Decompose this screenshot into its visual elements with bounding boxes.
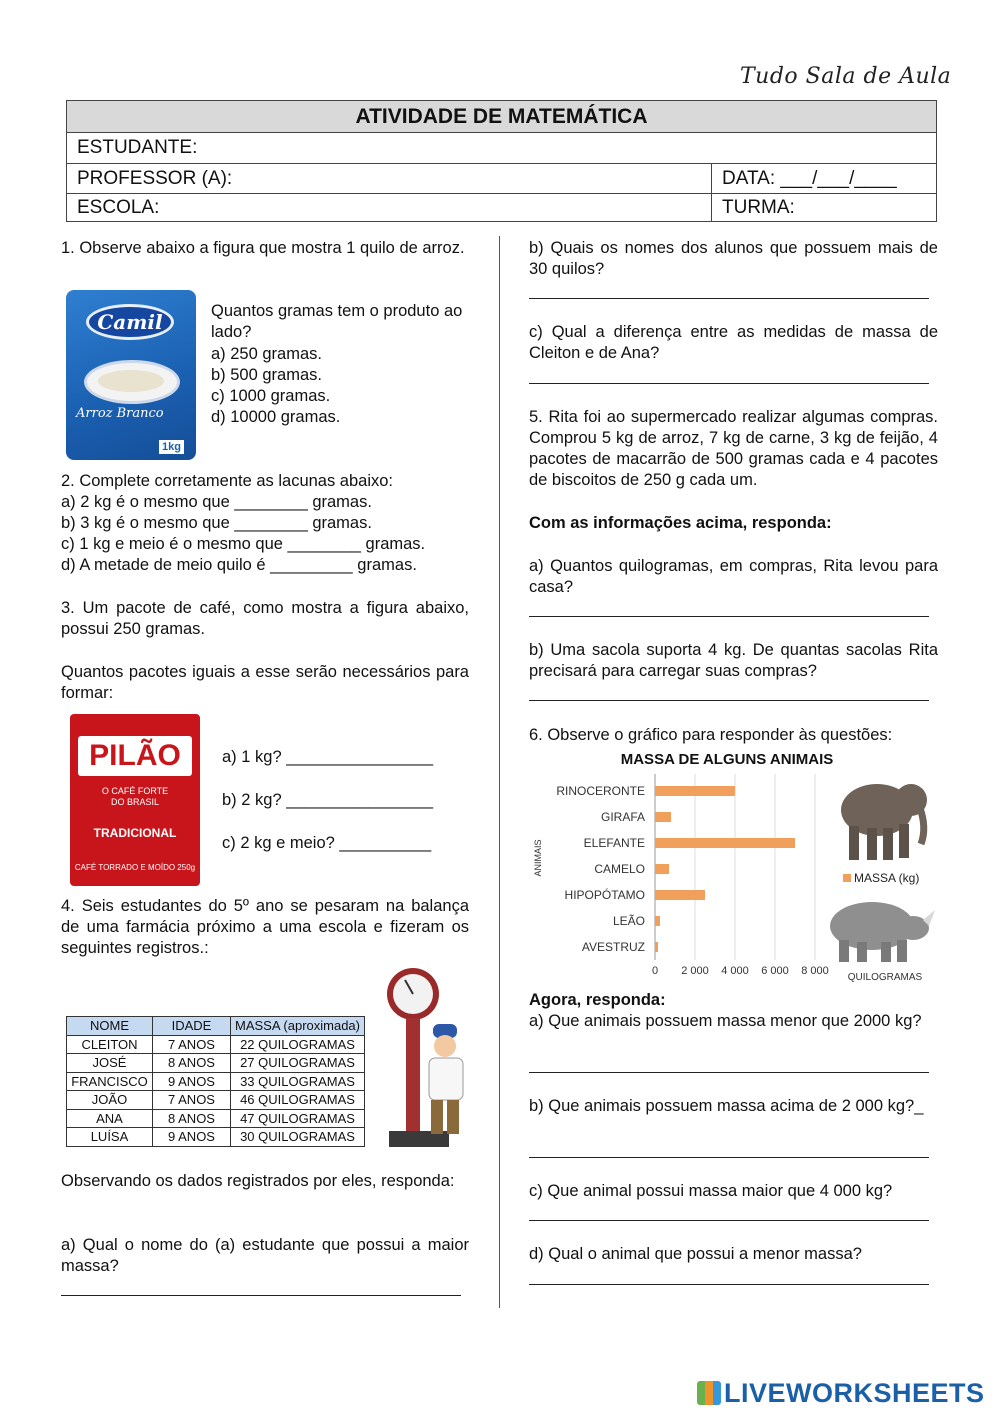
q4-a: a) Qual o nome do (a) estudante que possui a maior massa? <box>61 1236 469 1275</box>
coffee-weight: CAFÉ TORRADO E MOÍDO 250g <box>74 863 196 872</box>
scale-illustration <box>383 966 478 1156</box>
table-row <box>67 1091 365 1110</box>
cell: JOÃO <box>67 1091 153 1110</box>
th-massa: MASSA (aproximada) <box>231 1017 365 1036</box>
cell: JOSÉ <box>67 1054 153 1073</box>
q1-option-a[interactable]: a) 250 gramas. <box>211 345 322 363</box>
cell: CLEITON <box>67 1035 153 1054</box>
q3-question: Quantos pacotes iguais a esse serão necessários para formar: <box>61 663 469 702</box>
q6-b: b) Que animais possuem massa acima de 2 000 kg?_ <box>529 1097 924 1115</box>
q5-b: b) Uma sacola suporta 4 kg. De quantas sacolas Rita precisará para carregar suas compras? <box>529 641 938 680</box>
th-idade: IDADE <box>153 1017 231 1036</box>
bar-girafa <box>655 812 671 822</box>
coffee-package-image <box>70 714 200 886</box>
cell: LUÍSA <box>67 1128 153 1147</box>
chart-legend: MASSA (kg) <box>854 871 920 885</box>
cell: 8 ANOS <box>153 1054 231 1073</box>
q4-b: b) Quais os nomes dos alunos que possuem mais de 30 quilos? <box>529 239 938 278</box>
estudante-field[interactable]: ESTUDANTE: <box>77 137 198 158</box>
q2-item-b[interactable]: b) 3 kg é o mesmo que ________ gramas. <box>61 514 372 532</box>
q3-item-a[interactable]: a) 1 kg? ________________ <box>222 748 434 766</box>
th-nome: NOME <box>67 1017 153 1036</box>
x-tick-label: 2 000 <box>681 965 709 977</box>
coffee-sub2: DO BRASIL <box>110 797 159 807</box>
rice-logo: Camil <box>86 304 174 340</box>
column-divider <box>499 236 500 1308</box>
page-title: ATIVIDADE DE MATEMÁTICA <box>67 101 936 132</box>
answer-line-q6c[interactable] <box>529 1220 929 1221</box>
answer-line-q4c[interactable] <box>529 383 929 384</box>
table-row <box>67 1054 365 1073</box>
elephant-illustration <box>841 784 927 860</box>
q1-question: Quantos gramas tem o produto ao lado? <box>211 302 463 341</box>
q2-prompt: 2. Complete corretamente as lacunas abaixo: <box>61 472 394 490</box>
category-label: HIPOPÓTAMO <box>564 888 645 902</box>
q3-prompt: 3. Um pacote de café, como mostra a figura abaixo, possui 250 gramas. <box>61 599 469 638</box>
category-label: LEÃO <box>612 914 645 928</box>
bar-rinoceronte <box>655 786 735 796</box>
rice-label: Arroz Branco <box>76 406 164 421</box>
category-label: AVESTRUZ <box>581 940 645 954</box>
coffee-variant: TRADICIONAL <box>93 826 177 840</box>
table-row <box>67 1128 365 1147</box>
answer-line-q6d[interactable] <box>529 1284 929 1285</box>
answer-line-q4b[interactable] <box>529 298 929 299</box>
cell: 22 QUILOGRAMAS <box>231 1035 365 1054</box>
cell: 46 QUILOGRAMAS <box>231 1091 365 1110</box>
bar-camelo <box>655 864 669 874</box>
cell: FRANCISCO <box>67 1072 153 1091</box>
animal-mass-chart <box>527 748 937 984</box>
answer-line-q5a[interactable] <box>529 616 929 617</box>
coffee-brand: PILÃO <box>78 736 192 776</box>
table-row <box>67 1035 365 1054</box>
q5-a: a) Quantos quilogramas, em compras, Rita levou para casa? <box>529 557 938 596</box>
x-tick-label: 6 000 <box>761 965 789 977</box>
q1-prompt: 1. Observe abaixo a figura que mostra 1 quilo de arroz. <box>61 239 465 257</box>
q3-item-c[interactable]: c) 2 kg e meio? __________ <box>222 834 432 852</box>
cell: 7 ANOS <box>153 1091 231 1110</box>
q6-d: d) Qual o animal que possui a menor massa? <box>529 1245 862 1263</box>
category-label: CAMELO <box>594 862 645 876</box>
x-tick-label: 8 000 <box>801 965 829 977</box>
rice-package-image <box>66 290 196 460</box>
q2-item-c[interactable]: c) 1 kg e meio é o mesmo que ________ gramas. <box>61 535 426 553</box>
q6-prompt: 6. Observe o gráfico para responder às questões: <box>529 726 893 744</box>
q4-c: c) Qual a diferença entre as medidas de massa de Cleiton e de Ana? <box>529 323 938 362</box>
cell: 8 ANOS <box>153 1109 231 1128</box>
answer-line-q6b[interactable] <box>529 1157 929 1158</box>
answer-line-q6a[interactable] <box>529 1072 929 1073</box>
liveworksheets-icon <box>697 1381 721 1405</box>
answer-line-q4a[interactable] <box>61 1295 461 1296</box>
data-field[interactable]: DATA: ___/___/____ <box>722 167 897 189</box>
legend-swatch <box>843 874 851 882</box>
bar-elefante <box>655 838 795 848</box>
students-table <box>66 1016 365 1147</box>
q3-item-b[interactable]: b) 2 kg? ________________ <box>222 791 434 809</box>
cell: 7 ANOS <box>153 1035 231 1054</box>
x-tick-label: 0 <box>651 965 659 977</box>
q6-c: c) Que animal possui massa maior que 4 000 kg? <box>529 1182 893 1200</box>
q6-now: Agora, responda: <box>529 991 666 1009</box>
q2-item-d[interactable]: d) A metade de meio quilo é _________ gramas. <box>61 556 417 574</box>
bar-leão <box>655 916 660 926</box>
q2-item-a[interactable]: a) 2 kg é o mesmo que ________ gramas. <box>61 493 372 511</box>
bar-hipopótamo <box>655 890 705 900</box>
answer-line-q5b[interactable] <box>529 700 929 701</box>
escola-field[interactable]: ESCOLA: <box>77 196 160 218</box>
professor-field[interactable]: PROFESSOR (A): <box>77 167 233 189</box>
chart-title: MASSA DE ALGUNS ANIMAIS <box>620 751 834 768</box>
q5-bold: Com as informações acima, responda: <box>529 514 832 532</box>
q1-option-b[interactable]: b) 500 gramas. <box>211 366 322 384</box>
category-label: ELEFANTE <box>583 836 645 850</box>
cell: 9 ANOS <box>153 1128 231 1147</box>
chart-ylabel: ANIMAIS <box>533 839 543 877</box>
bar-avestruz <box>655 942 658 952</box>
header-table <box>66 100 937 222</box>
q1-option-d[interactable]: d) 10000 gramas. <box>211 408 341 426</box>
x-tick-label: 4 000 <box>721 965 749 977</box>
q4-prompt: 4. Seis estudantes do 5º ano se pesaram na balança de uma farmácia próximo a uma escola e fizeram os seguintes registros.: <box>61 897 469 957</box>
cell: 9 ANOS <box>153 1072 231 1091</box>
turma-field[interactable]: TURMA: <box>722 196 795 218</box>
cell: 33 QUILOGRAMAS <box>231 1072 365 1091</box>
brand-signature: Tudo Sala de Aula <box>740 64 952 89</box>
q5-prompt: 5. Rita foi ao supermercado realizar algumas compras. Comprou 5 kg de arroz, 7 kg de carne, 3 kg de feijão, 4 pacotes de macarrão de 500 gramas cada e 4 pacotes de biscoitos de 250 g cada um. <box>529 408 938 489</box>
liveworksheets-logo[interactable] <box>697 1378 985 1409</box>
rhino-illustration <box>830 902 935 962</box>
rice-weight: 1kg <box>159 440 184 454</box>
cell: ANA <box>67 1109 153 1128</box>
q6-a: a) Que animais possuem massa menor que 2000 kg? <box>529 1012 922 1030</box>
table-row <box>67 1072 365 1091</box>
cell: 47 QUILOGRAMAS <box>231 1109 365 1128</box>
footer-text: LIVEWORKSHEETS <box>724 1378 985 1408</box>
coffee-sub1: O CAFÉ FORTE <box>101 786 169 796</box>
category-label: RINOCERONTE <box>556 784 645 798</box>
table-row <box>67 1109 365 1128</box>
q1-option-c[interactable]: c) 1000 gramas. <box>211 387 331 405</box>
category-label: GIRAFA <box>600 810 645 824</box>
q4-observe: Observando os dados registrados por eles, responda: <box>61 1172 455 1190</box>
cell: 27 QUILOGRAMAS <box>231 1054 365 1073</box>
chart-xlabel: QUILOGRAMAS <box>847 972 923 983</box>
cell: 30 QUILOGRAMAS <box>231 1128 365 1147</box>
